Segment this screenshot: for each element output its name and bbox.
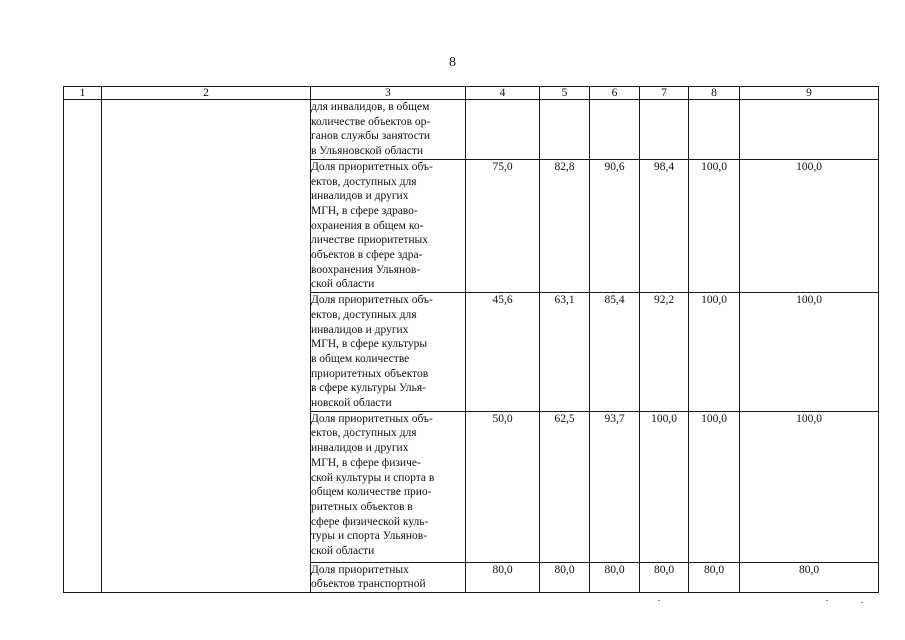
value-cell: 100,0 xyxy=(689,293,740,412)
table-row xyxy=(64,100,879,160)
value-cell: 80,0 xyxy=(640,562,689,592)
value-cell: 75,0 xyxy=(466,159,540,292)
header-cell-col-1: 1 xyxy=(64,87,102,100)
value-cell: 80,0 xyxy=(590,562,640,592)
scan-speck xyxy=(826,600,828,601)
page-number: 8 xyxy=(449,55,456,70)
value-cell xyxy=(689,100,740,160)
description-text: Доля приоритетных объ- ектов, доступных для инвалидов и других МГН, в сфере физиче- ской культуры и спорта в общем количестве прио- ритетных объектов в сфере физической куль- туры и спорта Ульянов- ской области xyxy=(311,412,435,558)
value-cell: 90,6 xyxy=(590,159,640,292)
value-cell: 45,6 xyxy=(466,293,540,412)
value-cell xyxy=(740,100,879,160)
value-cell: 93,7 xyxy=(590,411,640,562)
value-cell: 80,0 xyxy=(540,562,590,592)
indicators-table xyxy=(63,86,879,593)
value-cell xyxy=(590,100,640,160)
value-cell: 80,0 xyxy=(466,562,540,592)
scan-speck xyxy=(658,600,660,601)
indicator-description xyxy=(311,159,466,292)
value-cell: 100,0 xyxy=(689,159,740,292)
description-text: Доля приоритетных объ- ектов, доступных для инвалидов и других МГН, в сфере культуры в общем количестве приоритетных объектов в сфере культуры Улья- новской области xyxy=(311,294,433,410)
indicator-description xyxy=(311,562,466,592)
value-cell: 80,0 xyxy=(689,562,740,592)
col-2-cell-empty xyxy=(102,100,311,593)
indicator-description xyxy=(311,100,466,160)
header-cell-col-2: 2 xyxy=(102,87,311,100)
header-cell-col-7: 7 xyxy=(640,87,689,100)
value-cell xyxy=(640,100,689,160)
value-cell: 82,8 xyxy=(540,159,590,292)
value-cell: 50,0 xyxy=(466,411,540,562)
header-cell-col-9: 9 xyxy=(740,87,879,100)
value-cell: 63,1 xyxy=(540,293,590,412)
scan-speck xyxy=(861,602,863,603)
table-header-row xyxy=(64,87,879,100)
description-text: Доля приоритетных объектов транспортной xyxy=(311,563,426,591)
header-cell-col-6: 6 xyxy=(590,87,640,100)
value-cell: 92,2 xyxy=(640,293,689,412)
header-cell-col-5: 5 xyxy=(540,87,590,100)
value-cell: 100,0 xyxy=(740,159,879,292)
col-1-cell-empty xyxy=(64,100,102,593)
value-cell: 100,0 xyxy=(740,293,879,412)
value-cell: 100,0 xyxy=(689,411,740,562)
value-cell: 80,0 xyxy=(740,562,879,592)
header-cell-col-8: 8 xyxy=(689,87,740,100)
header-cell-col-3: 3 xyxy=(311,87,466,100)
value-cell: 62,5 xyxy=(540,411,590,562)
value-cell: 98,4 xyxy=(640,159,689,292)
value-cell xyxy=(540,100,590,160)
description-text: для инвалидов, в общем количестве объектов ор- ганов службы занятости в Ульяновской области xyxy=(311,101,431,158)
description-text: Доля приоритетных объ- ектов, доступных для инвалидов и других МГН, в сфере здраво- охранения в общем ко- личестве приоритетных объектов в сфере здра- воохранения Ульянов- ской области xyxy=(311,160,433,291)
header-cell-col-4: 4 xyxy=(466,87,540,100)
value-cell: 85,4 xyxy=(590,293,640,412)
indicator-description xyxy=(311,293,466,412)
value-cell: 100,0 xyxy=(740,411,879,562)
indicator-description xyxy=(311,411,466,562)
value-cell: 100,0 xyxy=(640,411,689,562)
value-cell xyxy=(466,100,540,160)
